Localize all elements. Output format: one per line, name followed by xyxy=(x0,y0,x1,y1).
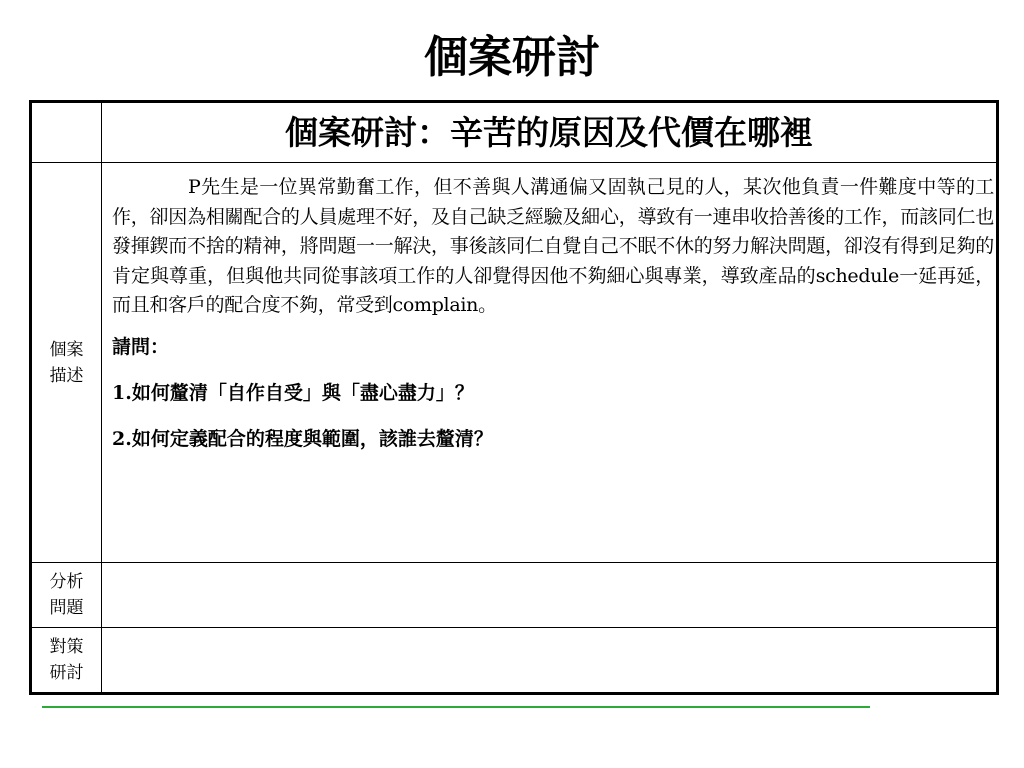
analysis-label-cell xyxy=(31,563,102,628)
accent-divider xyxy=(42,706,870,708)
header-label-cell xyxy=(31,102,102,163)
case-description-paragraph: P先生是一位異常勤奮工作，但不善與人溝通偏又固執己見的人，某次他負責一件難度中等的工作，卻因為相關配合的人員處理不好，及自己缺乏經驗及細心，導致有一連串收拾善後的工作，而該同仁也發揮鍥而不捨的精神，將問題一一解決，事後該同仁自覺自己不眠不休的努力解決問題，卻沒有得到足夠的肯定與尊重，但與他共同從事該項工作的人卻覺得因他不夠細心與專業，導致產品的schedule一延再延，而且和客戶的配合度不夠，常受到complain。 xyxy=(112,176,994,316)
slide-title: 個案研討 xyxy=(424,32,600,83)
description-label-cell xyxy=(31,163,102,563)
description-row xyxy=(31,163,998,563)
strategy-label xyxy=(32,634,101,686)
analysis-content-cell xyxy=(102,563,998,628)
description-label-line1: 個案 xyxy=(49,339,84,360)
analysis-label-line1: 分析 xyxy=(49,572,84,592)
header-title-cell xyxy=(102,102,998,163)
analysis-row xyxy=(31,563,998,628)
table-header-row xyxy=(31,102,998,163)
description-content-cell xyxy=(102,163,998,563)
case-study-table xyxy=(29,100,999,695)
strategy-content-cell xyxy=(102,628,998,694)
analysis-label xyxy=(32,569,101,621)
analysis-label-line2: 問題 xyxy=(49,598,84,618)
case-title: 個案研討：辛苦的原因及代價在哪裡 xyxy=(285,112,813,152)
strategy-row xyxy=(31,628,998,694)
description-content xyxy=(102,163,996,453)
questions-heading: 請問： xyxy=(112,335,170,358)
question-1: 1.如何釐清「自作自受」與「盡心盡力」？ xyxy=(112,381,474,404)
question-2: 2.如何定義配合的程度與範圍，該誰去釐清？ xyxy=(112,427,493,450)
description-label xyxy=(32,337,101,389)
strategy-label-cell xyxy=(31,628,102,694)
description-label-line2: 描述 xyxy=(49,365,84,386)
strategy-label-line2: 研討 xyxy=(49,663,84,683)
strategy-label-line1: 對策 xyxy=(49,637,84,657)
